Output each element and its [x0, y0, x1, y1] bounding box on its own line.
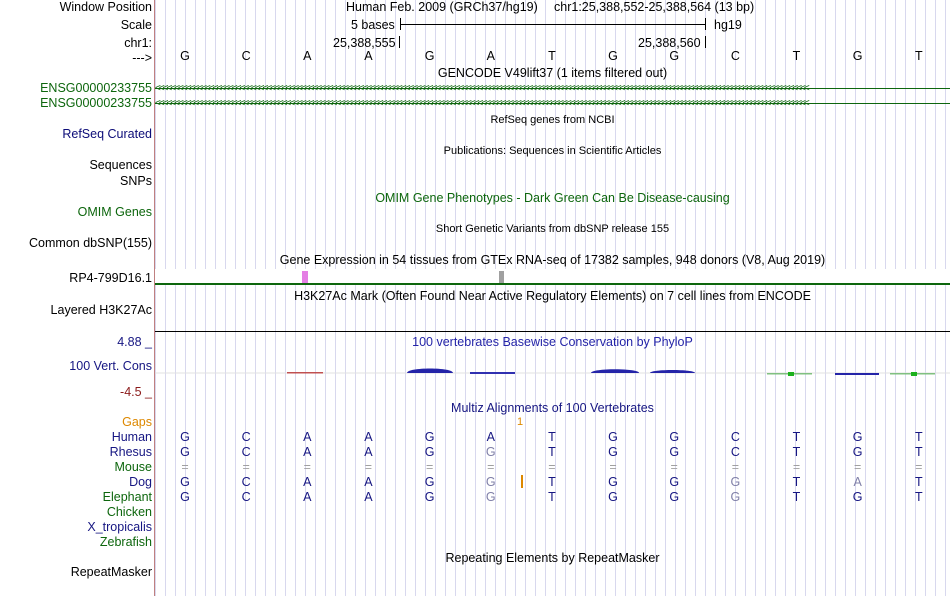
- phylop-peak-3: [650, 370, 695, 373]
- gtex-tissue-bar-pink[interactable]: [302, 271, 308, 283]
- chrom-label: chr1:: [124, 36, 152, 50]
- dog-insertion-marker[interactable]: [521, 475, 523, 488]
- sequence-base: A: [303, 49, 312, 63]
- coord-end-tick: [705, 36, 706, 48]
- alignment-base: =: [303, 460, 311, 474]
- alignment-base: G: [485, 445, 496, 459]
- species-label-dog[interactable]: Dog: [129, 475, 152, 489]
- alignment-base: =: [915, 460, 923, 474]
- sequence-base: G: [669, 49, 680, 63]
- sequence-base: G: [180, 49, 190, 63]
- phylop-bar-green-2: [788, 372, 794, 376]
- alignment-base: G: [608, 490, 618, 504]
- species-label-rhesus[interactable]: Rhesus: [109, 445, 152, 459]
- phylop-bar-blue: [835, 373, 879, 375]
- gaps-label[interactable]: Gaps: [122, 415, 152, 429]
- scale-bar-left-tick: [400, 18, 401, 30]
- alignment-base: =: [425, 460, 434, 474]
- phylop-bar-2: [470, 372, 515, 374]
- alignment-base: G: [424, 445, 435, 459]
- alignment-base: G: [180, 430, 190, 444]
- h3k27ac-baseline: [155, 331, 950, 332]
- coord-end: 25,388,560: [638, 36, 701, 50]
- alignment-base: C: [730, 430, 740, 444]
- sequence-base: C: [241, 49, 251, 63]
- species-label-zebrafish[interactable]: Zebrafish: [99, 535, 152, 549]
- sequence-base: A: [486, 49, 495, 63]
- alignment-base: G: [852, 430, 863, 444]
- alignment-base: =: [364, 460, 373, 474]
- gtex-track-title[interactable]: Gene Expression in 54 tissues from GTEx RNA-seq of 17382 samples, 948 donors (V8, Aug 2019): [279, 253, 826, 267]
- phylop-peak-1: [407, 369, 453, 374]
- alignment-base: T: [548, 490, 556, 504]
- alignment-base: G: [424, 490, 435, 504]
- window-position-label: Window Position: [59, 0, 152, 14]
- sequence-base: G: [424, 49, 435, 63]
- gaps-marker[interactable]: 1: [517, 416, 524, 428]
- sequence-base: T: [914, 49, 923, 63]
- alignment-base: G: [180, 475, 190, 489]
- gencode-track-title[interactable]: GENCODE V49lift37 (1 items filtered out): [437, 66, 668, 80]
- alignment-base: C: [241, 490, 251, 504]
- alignment-base: A: [486, 430, 495, 444]
- position-text: chr1:25,388,552-25,388,564 (13 bp): [554, 0, 755, 14]
- alignment-base: =: [853, 460, 862, 474]
- gencode-item-1-feature[interactable]: <<<<<<<<<<<<<<<<<<<<<<<<<<<<<<<<<<<<<<<<<<<<<<<<<<<<<<<<<<<<<<<<<<<<<<<<<<<<<<<<<<<<<<<<<<<<<<<<<<<<<<<<<<<<<<<<<<<<<<<<<<<<<<<<<<<<<<<<<<<<<<<<<<<<<<<<<<<<<<<<<<<<<<<<<<: [155, 81, 950, 96]
- alignment-base: T: [792, 430, 801, 444]
- phylop-wiggle-plot[interactable]: [155, 360, 950, 382]
- alignment-base: T: [914, 490, 923, 504]
- alignment-base: A: [364, 490, 373, 504]
- gene-line: [155, 103, 950, 104]
- alignment-base: =: [487, 460, 495, 474]
- coord-start: 25,388,555: [333, 36, 396, 50]
- alignment-base: G: [669, 475, 680, 489]
- alignment-base: G: [180, 445, 190, 459]
- db-label: hg19: [714, 18, 742, 32]
- sequence-base: T: [548, 49, 556, 63]
- species-label-elephant[interactable]: Elephant: [102, 490, 152, 504]
- sequences-label[interactable]: Sequences: [89, 158, 152, 172]
- alignment-base: A: [303, 490, 312, 504]
- alignment-base: G: [424, 430, 435, 444]
- scale-bar: [400, 24, 705, 25]
- alignment-base: C: [241, 475, 251, 489]
- assembly-text: Human Feb. 2009 (GRCh37/hg19): [346, 0, 538, 14]
- gencode-item-2-feature[interactable]: <<<<<<<<<<<<<<<<<<<<<<<<<<<<<<<<<<<<<<<<<<<<<<<<<<<<<<<<<<<<<<<<<<<<<<<<<<<<<<<<<<<<<<<<<<<<<<<<<<<<<<<<<<<<<<<<<<<<<<<<<<<<<<<<<<<<<<<<<<<<<<<<<<<<<<<<<<<<<<<<<<<<<<<<<<: [155, 96, 950, 111]
- dbsnp-track-label[interactable]: Common dbSNP(155): [29, 236, 152, 250]
- h3k27ac-track-label[interactable]: Layered H3K27Ac: [50, 303, 152, 317]
- alignment-base: T: [792, 445, 801, 459]
- alignment-base: G: [424, 475, 435, 489]
- refseq-track-title[interactable]: RefSeq genes from NCBI: [490, 114, 615, 126]
- alignment-base: T: [792, 475, 801, 489]
- h3k27ac-track-title[interactable]: H3K27Ac Mark (Often Found Near Active Regulatory Elements) on 7 cell lines from ENCODE: [294, 289, 811, 303]
- alignment-base: A: [364, 430, 373, 444]
- dbsnp-track-title[interactable]: Short Genetic Variants from dbSNP release 155: [435, 223, 670, 235]
- repeatmasker-track-title[interactable]: Repeating Elements by RepeatMasker: [445, 551, 660, 565]
- alignment-base: A: [364, 445, 373, 459]
- alignment-base: A: [853, 475, 862, 489]
- alignment-base: =: [731, 460, 739, 474]
- alignment-base: =: [548, 460, 556, 474]
- alignment-base: C: [730, 445, 740, 459]
- species-label-human[interactable]: Human: [111, 430, 152, 444]
- phylop-bar-green-4: [911, 372, 917, 376]
- repeatmasker-track-label[interactable]: RepeatMasker: [70, 565, 152, 579]
- alignment-base: C: [241, 430, 251, 444]
- alignment-base: =: [181, 460, 189, 474]
- sequence-base: C: [730, 49, 740, 63]
- coord-start-tick: [399, 36, 400, 48]
- alignment-base: G: [669, 490, 680, 504]
- sequence-base: T: [792, 49, 801, 63]
- scale-bar-right-tick: [705, 18, 706, 30]
- omim-track-label[interactable]: OMIM Genes: [77, 205, 152, 219]
- sequence-base: A: [364, 49, 373, 63]
- phylop-max-label: 4.88 _: [117, 335, 152, 349]
- omim-track-title[interactable]: OMIM Gene Phenotypes - Dark Green Can Be Disease-causing: [375, 191, 730, 205]
- gene-line: [155, 88, 950, 89]
- alignment-base: T: [548, 475, 556, 489]
- phylop-track-label[interactable]: 100 Vert. Cons: [69, 359, 152, 373]
- alignment-base: T: [914, 445, 923, 459]
- gtex-gene-bar[interactable]: [155, 269, 950, 285]
- strand-arrow-label: --->: [132, 51, 152, 65]
- gtex-item-label[interactable]: RP4-799D16.1: [69, 271, 152, 285]
- alignment-base: G: [669, 445, 680, 459]
- snps-label[interactable]: SNPs: [120, 174, 152, 188]
- alignment-base: G: [852, 445, 863, 459]
- alignment-base: G: [608, 445, 618, 459]
- species-label-chicken[interactable]: Chicken: [106, 505, 152, 519]
- alignment-base: =: [670, 460, 678, 474]
- gencode-item-2-label[interactable]: ENSG00000233755: [40, 96, 152, 110]
- alignment-base: =: [609, 460, 617, 474]
- refseq-track-label[interactable]: RefSeq Curated: [62, 127, 152, 141]
- alignment-base: G: [485, 490, 496, 504]
- scale-text: 5 bases: [351, 18, 395, 32]
- alignment-base: T: [914, 475, 923, 489]
- alignment-base: A: [364, 475, 373, 489]
- gtex-tissue-bar-gray[interactable]: [499, 271, 504, 283]
- publications-track-title[interactable]: Publications: Sequences in Scientific Articles: [443, 145, 662, 157]
- alignment-base: =: [242, 460, 250, 474]
- species-label-x_tropicalis[interactable]: X_tropicalis: [87, 520, 152, 534]
- alignment-base: G: [485, 475, 496, 489]
- alignment-base: =: [792, 460, 801, 474]
- alignment-base: G: [852, 490, 863, 504]
- alignment-base: G: [180, 490, 190, 504]
- sequence-base: G: [608, 49, 618, 63]
- scale-label: Scale: [120, 18, 152, 32]
- alignment-base: T: [548, 430, 556, 444]
- phylop-bar-neg-1: [287, 372, 323, 374]
- alignment-base: G: [608, 430, 618, 444]
- alignment-base: A: [303, 430, 312, 444]
- alignment-base: T: [792, 490, 801, 504]
- gencode-item-1-label[interactable]: ENSG00000233755: [40, 81, 152, 95]
- alignment-base: T: [914, 430, 923, 444]
- alignment-base: A: [303, 475, 312, 489]
- alignment-base: G: [608, 475, 618, 489]
- phylop-min-label: -4.5 _: [120, 385, 152, 399]
- alignment-base: G: [730, 490, 741, 504]
- phylop-track-title[interactable]: 100 vertebrates Basewise Conservation by PhyloP: [412, 335, 693, 349]
- sequence-base: G: [852, 49, 863, 63]
- species-label-mouse[interactable]: Mouse: [114, 460, 152, 474]
- alignment-base: G: [669, 430, 680, 444]
- alignment-base: C: [241, 445, 251, 459]
- alignment-base: A: [303, 445, 312, 459]
- alignment-base: T: [548, 445, 556, 459]
- phylop-peak-2: [591, 369, 639, 373]
- multiz-track-title[interactable]: Multiz Alignments of 100 Vertebrates: [451, 401, 654, 415]
- alignment-base: G: [730, 475, 741, 489]
